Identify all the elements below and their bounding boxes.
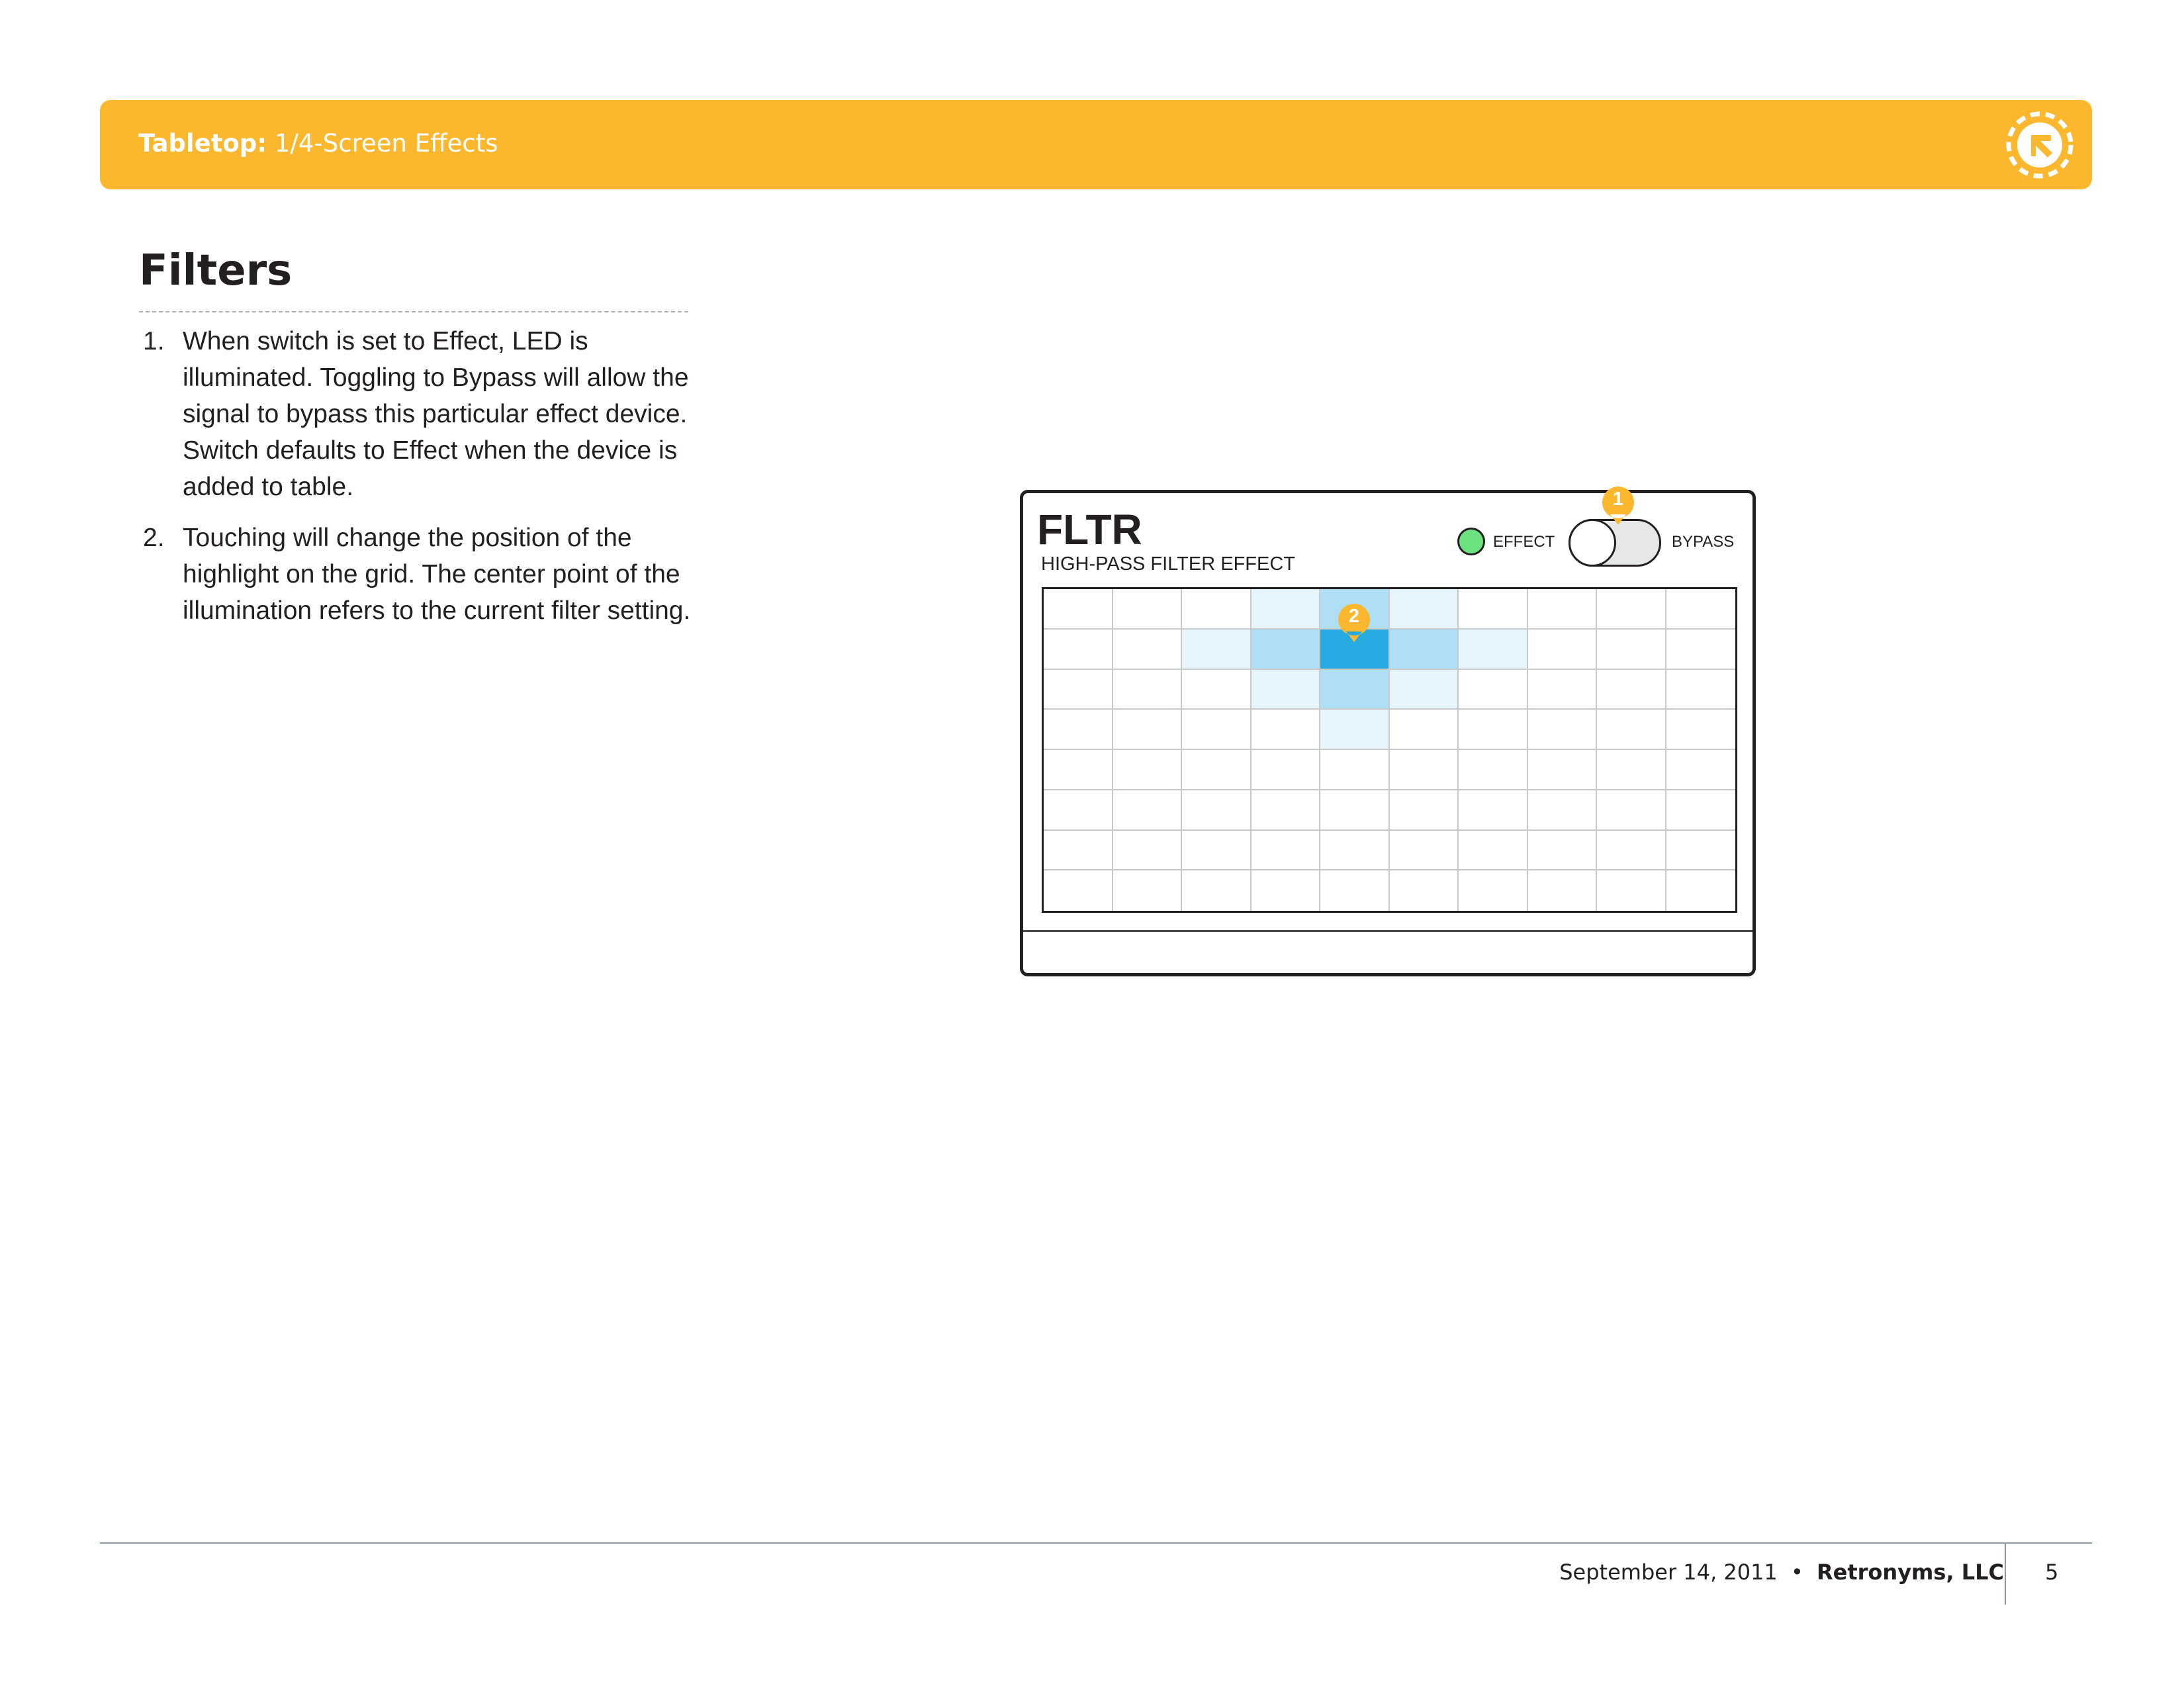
grid-cell[interactable] xyxy=(1597,790,1666,831)
grid-cell[interactable] xyxy=(1320,750,1390,790)
grid-cell[interactable] xyxy=(1666,870,1736,911)
header-section-label: Tabletop: xyxy=(138,129,267,158)
grid-cell[interactable] xyxy=(1528,589,1598,630)
header-section-name: 1/4-Screen Effects xyxy=(274,129,498,158)
list-item-number: 2. xyxy=(143,524,165,552)
grid-cell[interactable] xyxy=(1113,831,1183,871)
grid-cell[interactable] xyxy=(1390,831,1459,871)
page-number-divider xyxy=(2005,1544,2006,1605)
grid-cell[interactable] xyxy=(1182,750,1251,790)
grid-cell[interactable] xyxy=(1182,670,1251,710)
grid-cell[interactable] xyxy=(1459,790,1528,831)
grid-cell[interactable] xyxy=(1666,831,1736,871)
header-title xyxy=(138,129,498,158)
effect-led-icon xyxy=(1457,528,1485,555)
grid-cell[interactable] xyxy=(1182,630,1251,670)
grid-cell[interactable] xyxy=(1113,870,1183,911)
grid-cell[interactable] xyxy=(1320,710,1390,750)
footer-date: September 14, 2011 xyxy=(1559,1560,1778,1585)
notes-list xyxy=(140,323,696,629)
grid-cell[interactable] xyxy=(1044,589,1113,630)
grid-cell[interactable] xyxy=(1251,750,1321,790)
grid-cell[interactable] xyxy=(1528,870,1598,911)
effect-label: EFFECT xyxy=(1493,533,1555,551)
grid-cell[interactable] xyxy=(1459,670,1528,710)
grid-cell[interactable] xyxy=(1251,870,1321,911)
list-item-number: 1. xyxy=(143,327,165,355)
grid-cell[interactable] xyxy=(1113,670,1183,710)
grid-cell[interactable] xyxy=(1390,870,1459,911)
grid-cell[interactable] xyxy=(1251,630,1321,670)
grid-cell[interactable] xyxy=(1044,870,1113,911)
grid-cell[interactable] xyxy=(1597,710,1666,750)
callout-number: 2 xyxy=(1348,606,1360,627)
grid-cell[interactable] xyxy=(1666,630,1736,670)
footer-divider xyxy=(100,1542,2092,1544)
grid-cell[interactable] xyxy=(1459,630,1528,670)
grid-cell[interactable] xyxy=(1390,630,1459,670)
grid-cell[interactable] xyxy=(1044,670,1113,710)
grid-cell[interactable] xyxy=(1251,831,1321,871)
grid-cell[interactable] xyxy=(1044,790,1113,831)
grid-cell[interactable] xyxy=(1666,670,1736,710)
device-name: FLTR xyxy=(1037,506,1142,553)
grid-cell[interactable] xyxy=(1459,710,1528,750)
bypass-label: BYPASS xyxy=(1672,533,1735,551)
grid-cell[interactable] xyxy=(1528,670,1598,710)
grid-cell[interactable] xyxy=(1390,790,1459,831)
grid-cell[interactable] xyxy=(1459,750,1528,790)
page-title: Filters xyxy=(139,246,293,295)
list-item xyxy=(140,520,696,629)
grid-cell[interactable] xyxy=(1182,589,1251,630)
device-subtitle: HIGH-PASS FILTER EFFECT xyxy=(1041,553,1296,575)
header-bar xyxy=(100,100,2092,189)
grid-cell[interactable] xyxy=(1666,790,1736,831)
grid-cell[interactable] xyxy=(1666,710,1736,750)
title-divider xyxy=(139,311,688,312)
grid-cell[interactable] xyxy=(1320,670,1390,710)
grid-cell[interactable] xyxy=(1182,870,1251,911)
grid-cell[interactable] xyxy=(1113,710,1183,750)
page-number: 5 xyxy=(2045,1560,2059,1585)
grid-cell[interactable] xyxy=(1459,831,1528,871)
grid-cell[interactable] xyxy=(1182,790,1251,831)
grid-cell[interactable] xyxy=(1390,750,1459,790)
callout-number: 1 xyxy=(1612,489,1624,510)
device-footer-divider xyxy=(1023,930,1752,932)
grid-cell[interactable] xyxy=(1113,750,1183,790)
grid-cell[interactable] xyxy=(1528,630,1598,670)
grid-cell[interactable] xyxy=(1044,831,1113,871)
grid-cell[interactable] xyxy=(1597,630,1666,670)
grid-cell[interactable] xyxy=(1528,790,1598,831)
grid-cell[interactable] xyxy=(1666,589,1736,630)
arrow-circle-icon xyxy=(2003,109,2076,181)
grid-cell[interactable] xyxy=(1251,710,1321,750)
grid-cell[interactable] xyxy=(1528,750,1598,790)
filter-grid[interactable] xyxy=(1042,587,1737,913)
grid-cell[interactable] xyxy=(1251,790,1321,831)
grid-cell[interactable] xyxy=(1597,750,1666,790)
fltr-device-panel xyxy=(1020,490,1756,976)
grid-cell[interactable] xyxy=(1597,831,1666,871)
grid-cell[interactable] xyxy=(1390,589,1459,630)
grid-cell[interactable] xyxy=(1182,831,1251,871)
grid-cell[interactable] xyxy=(1597,589,1666,630)
footer-separator: • xyxy=(1790,1560,1803,1585)
grid-cell[interactable] xyxy=(1528,831,1598,871)
callout-marker-2 xyxy=(1337,602,1371,643)
grid-cell[interactable] xyxy=(1113,630,1183,670)
grid-cell[interactable] xyxy=(1597,870,1666,911)
grid-cell[interactable] xyxy=(1044,630,1113,670)
callout-marker-1 xyxy=(1601,485,1635,526)
list-item-text: When switch is set to Effect, LED is illuminated. Toggling to Bypass will allow the signal to bypass this particular effect device. Switch defaults to Effect when the device is added to table. xyxy=(183,327,689,501)
list-item xyxy=(140,323,696,505)
grid-cell[interactable] xyxy=(1320,870,1390,911)
grid-cell[interactable] xyxy=(1666,750,1736,790)
grid-cell[interactable] xyxy=(1044,710,1113,750)
grid-cell[interactable] xyxy=(1251,589,1321,630)
grid-cell[interactable] xyxy=(1459,870,1528,911)
grid-cell[interactable] xyxy=(1390,710,1459,750)
grid-cell[interactable] xyxy=(1182,710,1251,750)
footer-credits xyxy=(1559,1560,2004,1585)
grid-cell[interactable] xyxy=(1320,790,1390,831)
grid-cell[interactable] xyxy=(1113,790,1183,831)
footer-company: Retronyms, LLC xyxy=(1817,1560,2004,1585)
list-item-text: Touching will change the position of the highlight on the grid. The center point of the illumination refers to the current filter setting. xyxy=(183,524,691,625)
grid-cell[interactable] xyxy=(1044,750,1113,790)
grid-cell[interactable] xyxy=(1320,831,1390,871)
grid-cell[interactable] xyxy=(1459,589,1528,630)
grid-cell[interactable] xyxy=(1251,670,1321,710)
grid-cell[interactable] xyxy=(1390,670,1459,710)
grid-cell[interactable] xyxy=(1113,589,1183,630)
grid-cell[interactable] xyxy=(1597,670,1666,710)
grid-cell[interactable] xyxy=(1528,710,1598,750)
